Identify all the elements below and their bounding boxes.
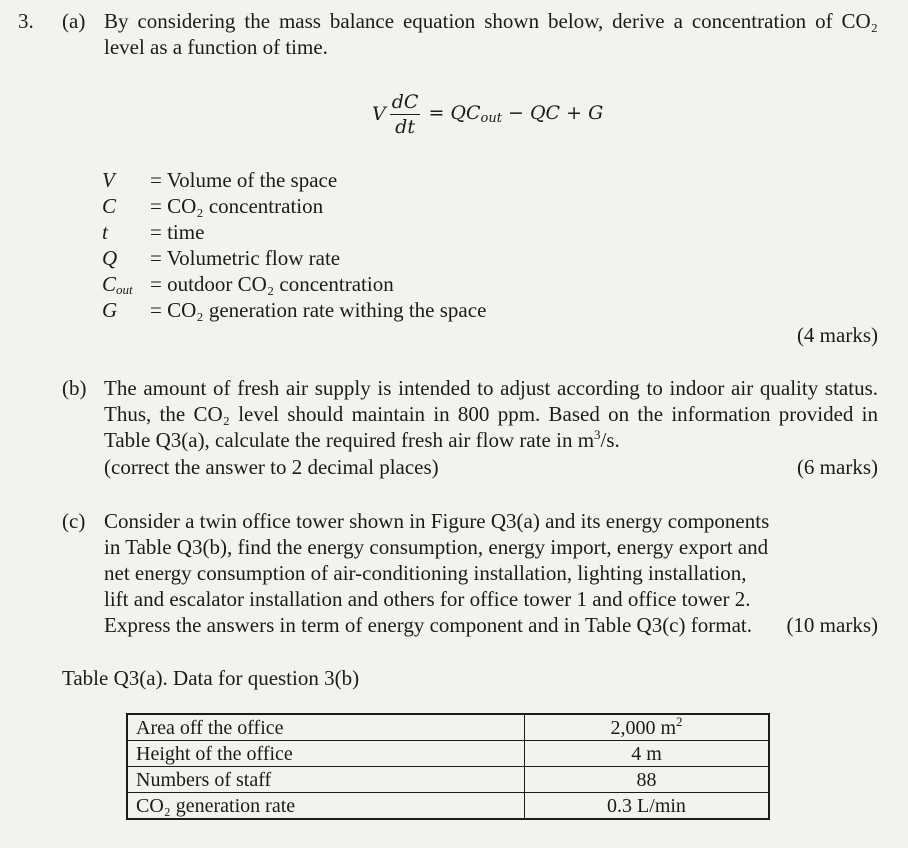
variable-symbol: Q	[102, 246, 118, 270]
table-row	[127, 793, 769, 820]
table-row	[127, 741, 769, 767]
table-cell-value: 88	[525, 767, 770, 793]
part-b-label: (b)	[62, 376, 87, 400]
variable-symbol: V	[102, 168, 115, 192]
variable-definition: = Volumetric flow rate	[150, 246, 341, 270]
table-cell-value	[525, 714, 770, 741]
table-caption: Table Q3(a). Data for question 3(b)	[62, 666, 360, 690]
variable-symbol: G	[102, 298, 118, 322]
table-cell-label: Area off the office	[127, 714, 525, 741]
table-cell-value: 0.3 L/min	[525, 793, 770, 820]
equation-denominator: dt	[395, 115, 415, 138]
equation-rhs-sub: out	[480, 111, 502, 126]
part-a-label: (a)	[62, 9, 86, 33]
variable-definition: = CO₂ generation rate withing the space	[150, 298, 487, 322]
table-cell-value: 4 m	[525, 741, 770, 767]
variable-definition: = time	[150, 220, 205, 244]
equation-lhs-coeff: V	[372, 103, 386, 125]
table-value-sup: 2	[676, 713, 683, 729]
mass-balance-equation	[372, 86, 603, 142]
part-c-marks: (10 marks)	[786, 613, 878, 637]
table-row	[127, 767, 769, 793]
part-b-end: /s.	[600, 428, 620, 452]
part-c-text: Consider a twin office tower shown in Figure Q3(a) and its energy components in Table Q3(b), find the energy consumption, energy import, energy export and net energy consumption of air-conditioning installation, lighting installation, lift and escalator installation and others for office tower 1 and office tower 2. Express the answers in term of energy component and in Table Q3(c) format.	[104, 509, 770, 637]
table-cell-label: Numbers of staff	[127, 767, 525, 793]
table-cell-label: CO₂ generation rate	[127, 793, 525, 820]
part-b-sup: 3	[594, 427, 601, 442]
part-b-marks: (6 marks)	[796, 455, 878, 479]
equation-numerator: dC	[391, 90, 419, 113]
equation-rhs	[428, 102, 603, 126]
equation-rhs-tail: − QC + G	[501, 102, 604, 124]
variable-symbol-base: C	[102, 272, 117, 296]
variable-symbol: t	[102, 220, 108, 244]
part-c-label: (c)	[62, 509, 86, 533]
question-number: 3.	[18, 9, 34, 33]
part-b-body: The amount of fresh air supply is intended to adjust according to indoor air quality status. Thus, the CO₂ level should maintain in 800 ppm. Based on the information provided in Table Q3(a), calculate the required fresh air flow rate in m	[104, 376, 878, 452]
equation-rhs-head: = QC	[428, 102, 481, 124]
variable-definition: = CO₂ concentration	[150, 194, 324, 218]
variable-symbol: C	[102, 194, 117, 218]
equation-fraction	[390, 91, 421, 138]
variable-definition: = Volume of the space	[150, 168, 338, 192]
data-table	[126, 713, 770, 820]
table-value-text: 2,000 m	[610, 716, 677, 739]
variable-symbol-sub: out	[116, 282, 133, 297]
table-row	[127, 714, 769, 741]
table-cell-label: Height of the office	[127, 741, 525, 767]
variable-definition: = outdoor CO₂ concentration	[150, 272, 394, 296]
part-b-note: (correct the answer to 2 decimal places)	[104, 455, 439, 479]
part-b-text	[104, 375, 878, 453]
part-a-marks: (4 marks)	[796, 323, 878, 347]
part-a-text: By considering the mass balance equation shown below, derive a concentration of CO₂ level as a function of time.	[104, 9, 878, 59]
